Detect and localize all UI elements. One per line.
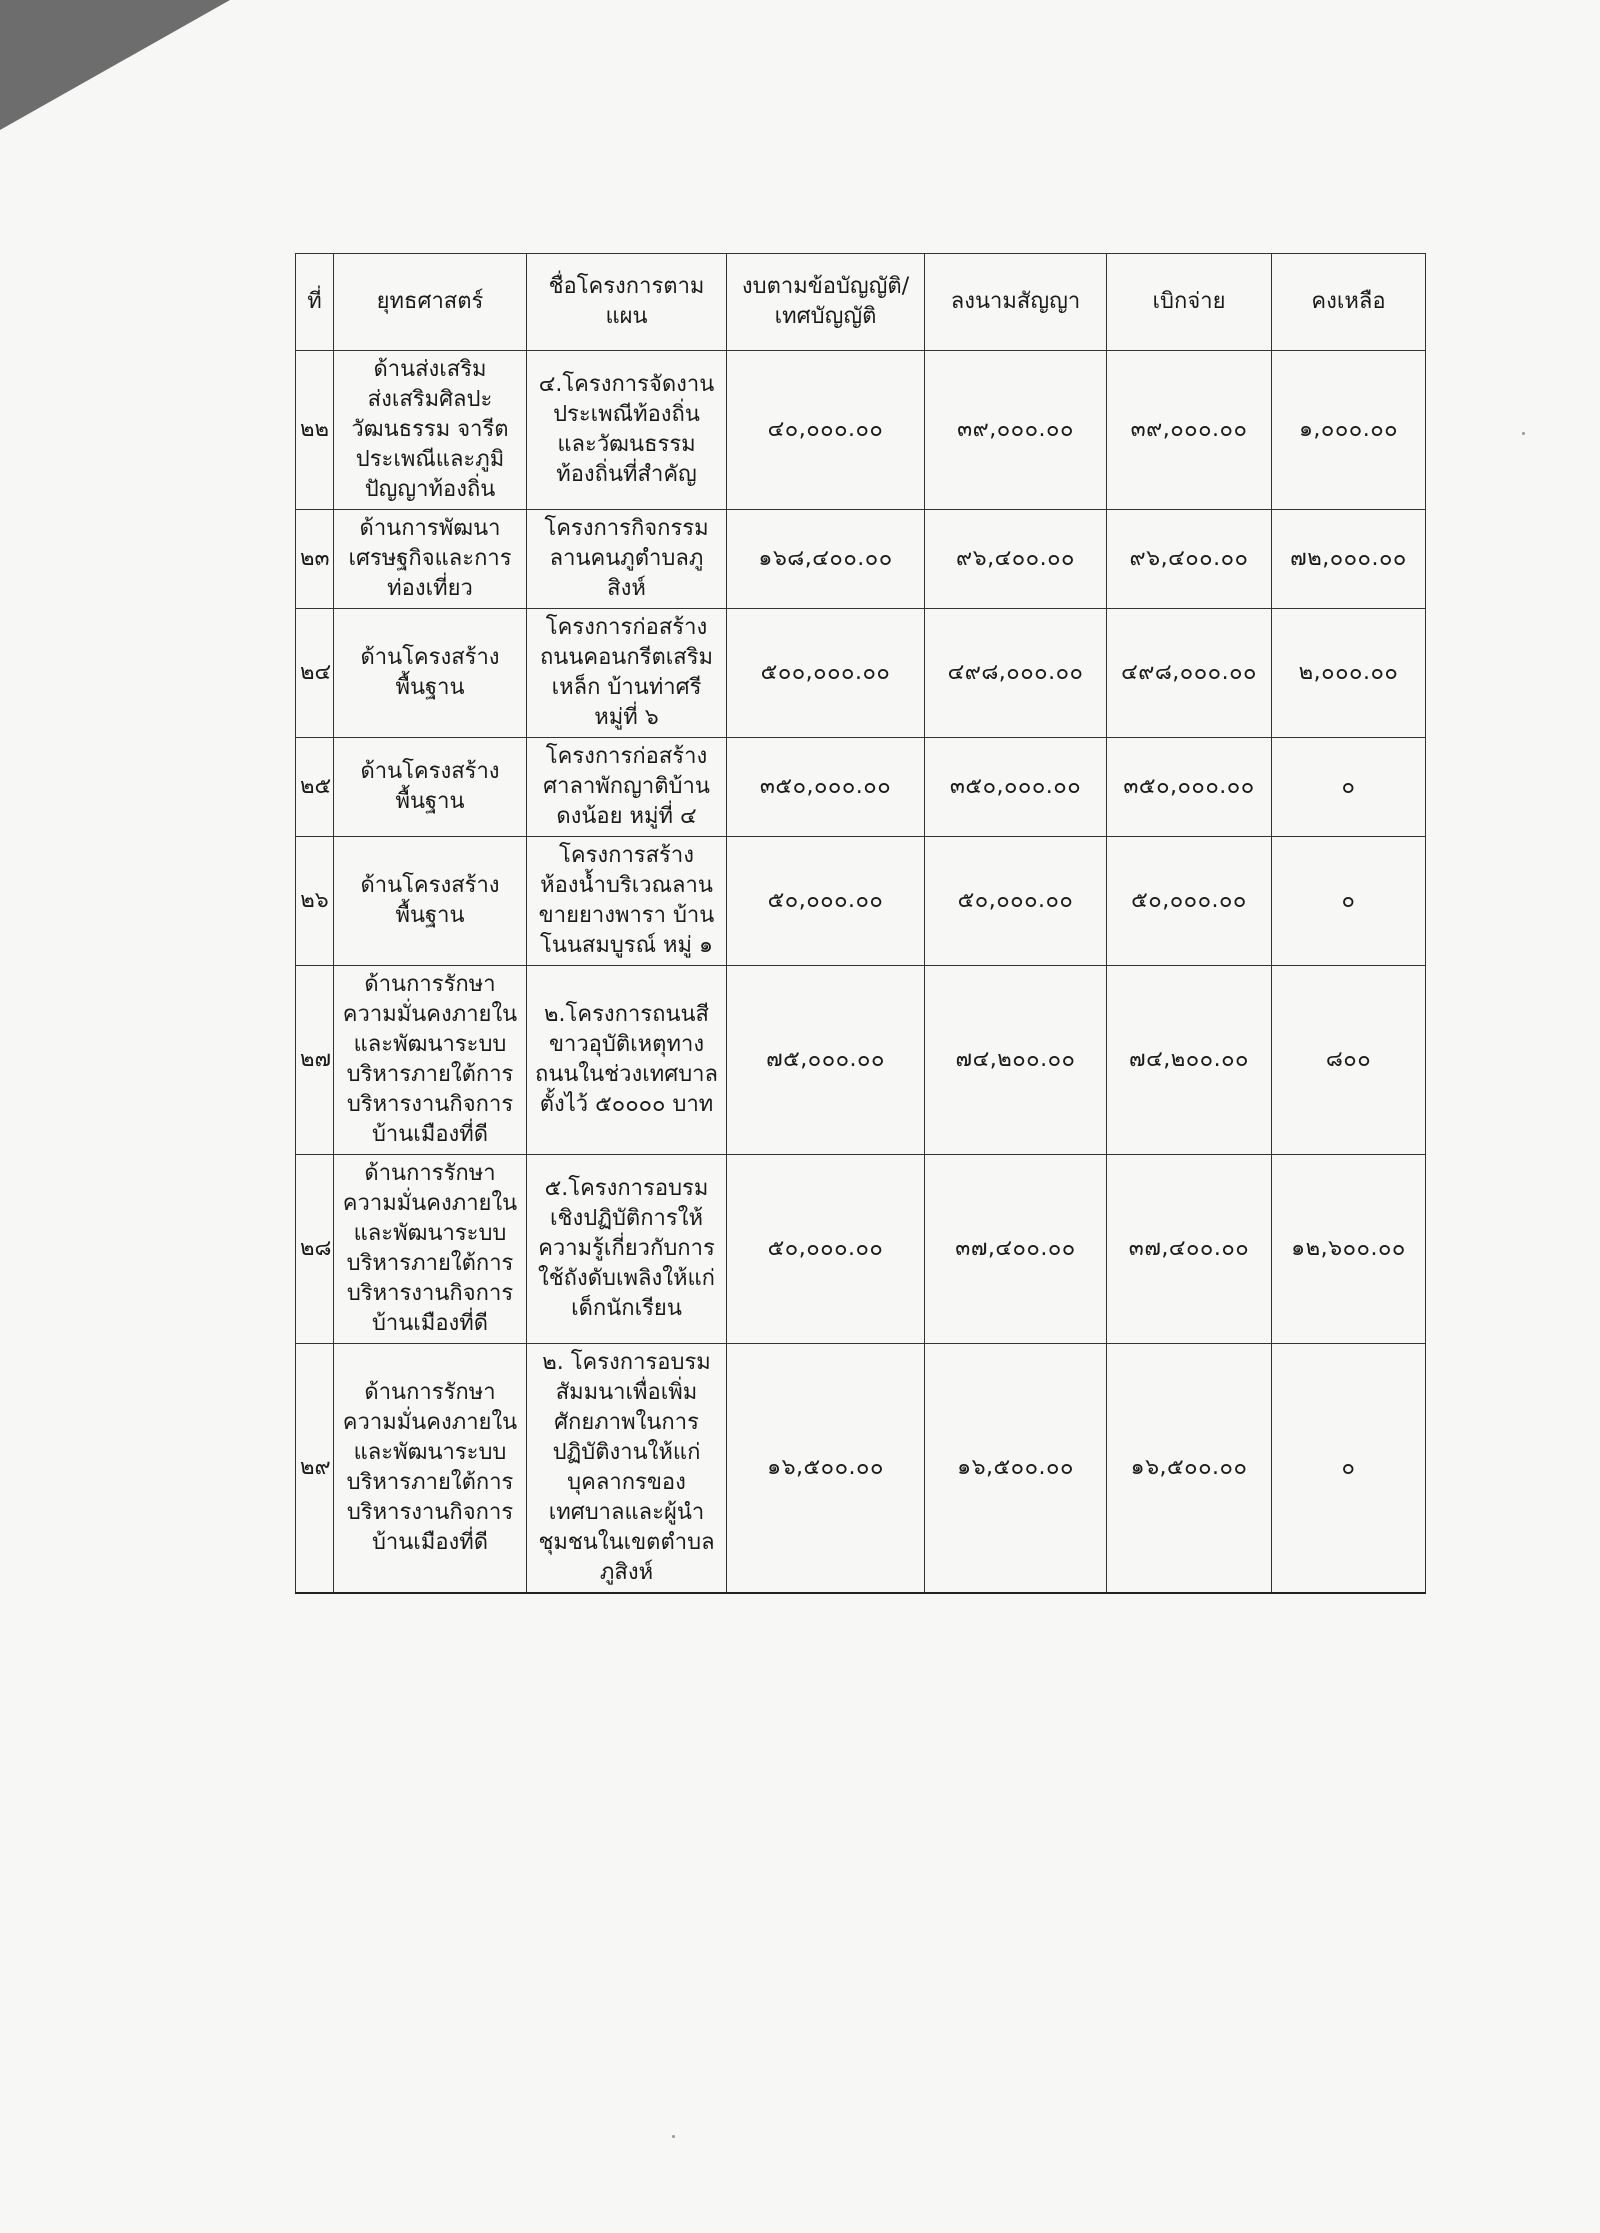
project-cell: โครงการก่อสร้าง ถนนคอนกรีตเสริม เหล็ก บ้านท่าศรี หมู่ที่ ๖	[527, 609, 727, 738]
disbursed-cell: ๑๖,๕๐๐.๐๐	[1107, 1344, 1272, 1594]
disbursed-cell: ๔๙๘,๐๐๐.๐๐	[1107, 609, 1272, 738]
strategy-cell: ด้านโครงสร้าง พื้นฐาน	[334, 609, 527, 738]
strategy-cell: ด้านการรักษา ความมั่นคงภายใน และพัฒนาระบบ บริหารภายใต้การ บริหารงานกิจการ บ้านเมืองที่ดี	[334, 966, 527, 1155]
table-row	[296, 1155, 1426, 1344]
contract-cell: ๗๔,๒๐๐.๐๐	[925, 966, 1107, 1155]
table-row	[296, 738, 1426, 837]
row-number: ๒๔	[296, 609, 334, 738]
header-no: ที่	[296, 254, 334, 351]
budget-cell: ๕๐,๐๐๐.๐๐	[727, 837, 925, 966]
remaining-cell: ๐	[1272, 837, 1426, 966]
contract-cell: ๓๙,๐๐๐.๐๐	[925, 351, 1107, 510]
strategy-cell: ด้านการพัฒนา เศรษฐกิจและการ ท่องเที่ยว	[334, 510, 527, 609]
remaining-cell: ๘๐๐	[1272, 966, 1426, 1155]
table-row	[296, 837, 1426, 966]
project-cell: โครงการสร้าง ห้องน้ำบริเวณลาน ขายยางพารา บ้าน โนนสมบูรณ์ หมู่ ๑	[527, 837, 727, 966]
budget-cell: ๓๕๐,๐๐๐.๐๐	[727, 738, 925, 837]
project-cell: ๕.โครงการอบรม เชิงปฏิบัติการให้ ความรู้เกี่ยวกับการ ใช้ถังดับเพลิงให้แก่ เด็กนักเรียน	[527, 1155, 727, 1344]
remaining-cell: ๐	[1272, 1344, 1426, 1594]
scan-speck	[1522, 432, 1525, 435]
row-number: ๒๙	[296, 1344, 334, 1594]
project-cell: ๒. โครงการอบรม สัมมนาเพื่อเพิ่ม ศักยภาพในการ ปฏิบัติงานให้แก่ บุคลากรของ เทศบาลและผู้นำ ชุมชนในเขตตำบล ภูสิงห์	[527, 1344, 727, 1594]
header-disbursed: เบิกจ่าย	[1107, 254, 1272, 351]
header-strategy: ยุทธศาสตร์	[334, 254, 527, 351]
table-header-row	[296, 254, 1426, 351]
disbursed-cell: ๙๖,๔๐๐.๐๐	[1107, 510, 1272, 609]
header-budget: งบตามข้อบัญญัติ/ เทศบัญญัติ	[727, 254, 925, 351]
contract-cell: ๑๖,๕๐๐.๐๐	[925, 1344, 1107, 1594]
budget-cell: ๑๖,๕๐๐.๐๐	[727, 1344, 925, 1594]
strategy-cell: ด้านการรักษา ความมั่นคงภายใน และพัฒนาระบบ บริหารภายใต้การ บริหารงานกิจการ บ้านเมืองที่ดี	[334, 1344, 527, 1594]
budget-cell: ๗๕,๐๐๐.๐๐	[727, 966, 925, 1155]
row-number: ๒๕	[296, 738, 334, 837]
remaining-cell: ๐	[1272, 738, 1426, 837]
disbursed-cell: ๓๙,๐๐๐.๐๐	[1107, 351, 1272, 510]
project-cell: ๔.โครงการจัดงาน ประเพณีท้องถิ่น และวัฒนธรรม ท้องถิ่นที่สำคัญ	[527, 351, 727, 510]
header-project: ชื่อโครงการตาม แผน	[527, 254, 727, 351]
remaining-cell: ๗๒,๐๐๐.๐๐	[1272, 510, 1426, 609]
table-row	[296, 351, 1426, 510]
project-cell: ๒.โครงการถนนสี ขาวอุบัติเหตุทาง ถนนในช่วงเทศบาล ตั้งไว้ ๕๐๐๐๐ บาท	[527, 966, 727, 1155]
header-contract: ลงนามสัญญา	[925, 254, 1107, 351]
strategy-cell: ด้านส่งเสริม ส่งเสริมศิลปะ วัฒนธรรม จารีต ประเพณีและภูมิ ปัญญาท้องถิ่น	[334, 351, 527, 510]
strategy-cell: ด้านโครงสร้าง พื้นฐาน	[334, 738, 527, 837]
table-row	[296, 510, 1426, 609]
remaining-cell: ๑๒,๖๐๐.๐๐	[1272, 1155, 1426, 1344]
budget-cell: ๕๐,๐๐๐.๐๐	[727, 1155, 925, 1344]
disbursed-cell: ๕๐,๐๐๐.๐๐	[1107, 837, 1272, 966]
row-number: ๒๓	[296, 510, 334, 609]
budget-table	[295, 253, 1426, 1594]
remaining-cell: ๑,๐๐๐.๐๐	[1272, 351, 1426, 510]
contract-cell: ๔๙๘,๐๐๐.๐๐	[925, 609, 1107, 738]
remaining-cell: ๒,๐๐๐.๐๐	[1272, 609, 1426, 738]
contract-cell: ๓๗,๔๐๐.๐๐	[925, 1155, 1107, 1344]
contract-cell: ๓๕๐,๐๐๐.๐๐	[925, 738, 1107, 837]
scan-speck	[672, 2135, 675, 2138]
row-number: ๒๘	[296, 1155, 334, 1344]
project-cell: โครงการก่อสร้าง ศาลาพักญาติบ้าน ดงน้อย หมู่ที่ ๔	[527, 738, 727, 837]
disbursed-cell: ๓๕๐,๐๐๐.๐๐	[1107, 738, 1272, 837]
contract-cell: ๙๖,๔๐๐.๐๐	[925, 510, 1107, 609]
disbursed-cell: ๗๔,๒๐๐.๐๐	[1107, 966, 1272, 1155]
project-cell: โครงการกิจกรรม ลานคนภูตำบลภู สิงห์	[527, 510, 727, 609]
row-number: ๒๒	[296, 351, 334, 510]
table-row	[296, 609, 1426, 738]
contract-cell: ๕๐,๐๐๐.๐๐	[925, 837, 1107, 966]
table-row	[296, 966, 1426, 1155]
folded-page-corner	[0, 0, 230, 130]
table-row	[296, 1344, 1426, 1594]
budget-cell: ๑๖๘,๔๐๐.๐๐	[727, 510, 925, 609]
header-remaining: คงเหลือ	[1272, 254, 1426, 351]
strategy-cell: ด้านโครงสร้าง พื้นฐาน	[334, 837, 527, 966]
budget-cell: ๕๐๐,๐๐๐.๐๐	[727, 609, 925, 738]
row-number: ๒๖	[296, 837, 334, 966]
row-number: ๒๗	[296, 966, 334, 1155]
budget-cell: ๔๐,๐๐๐.๐๐	[727, 351, 925, 510]
disbursed-cell: ๓๗,๔๐๐.๐๐	[1107, 1155, 1272, 1344]
strategy-cell: ด้านการรักษา ความมั่นคงภายใน และพัฒนาระบบ บริหารภายใต้การ บริหารงานกิจการ บ้านเมืองที่ดี	[334, 1155, 527, 1344]
